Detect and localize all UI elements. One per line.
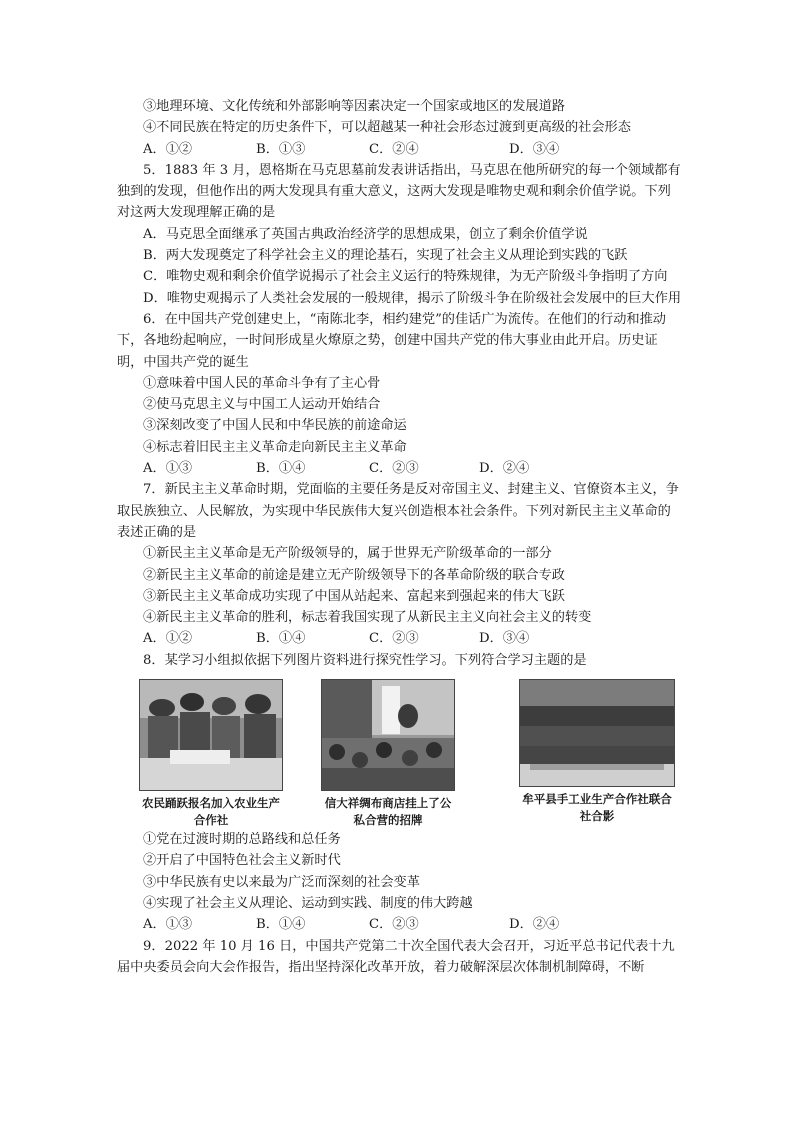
q7-option-b: B．①④ xyxy=(256,631,306,647)
q4-option-d: D．③④ xyxy=(509,141,560,157)
photo-farmers-graphic xyxy=(140,680,282,790)
q5-option-d: D．唯物史观揭示了人类社会发展的一般规律，揭示了阶级斗争在阶级社会发展中的巨大作用 xyxy=(143,290,682,306)
caption-shop: 信大祥绸布商店挂上了公私合营的招牌 xyxy=(324,796,452,828)
q6-item-2: ②使马克思主义与中国工人运动开始结合 xyxy=(143,397,381,413)
exam-page xyxy=(117,96,683,978)
caption-cooperative: 牟平县手工业生产合作社联合社合影 xyxy=(522,792,672,824)
q7-stem: 7．新民主主义革命时期，党面临的主要任务是反对帝国主义、封建主义、官僚资本主义，争取民族独立、人民解放，为实现中华民族伟大复兴创造根本社会条件。下列对新民主主义革命的表述正确的是 xyxy=(117,482,679,540)
q8-option-b: B．①④ xyxy=(256,917,306,933)
q8-figures xyxy=(117,679,683,829)
q8-options xyxy=(117,914,683,935)
q7-item-2: ②新民主主义革命的前途是建立无产阶级领导下的各革命阶级的联合专政 xyxy=(143,567,565,583)
photo-farmers-signing-up xyxy=(139,679,283,791)
q5-option-b: B．两大发现奠定了科学社会主义的理论基石，实现了社会主义从理论到实践的飞跃 xyxy=(143,248,628,264)
q8-option-a: A．①③ xyxy=(143,917,193,933)
q8-item-4: ④实现了社会主义从理论、运动到实践、制度的伟大跨越 xyxy=(143,895,473,911)
q7-option-a: A．①② xyxy=(143,631,193,647)
q6-options xyxy=(117,458,683,479)
q7-item-4: ④新民主主义革命的胜利，标志着我国实现了从新民主主义向社会主义的转变 xyxy=(143,610,592,626)
q6-option-c: C．②③ xyxy=(369,461,419,477)
photo-shop-graphic xyxy=(322,680,454,790)
q4-option-c: C．②④ xyxy=(369,141,419,157)
q7-item-3: ③新民主主义革命成功实现了中国从站起来、富起来到强起来的伟大飞跃 xyxy=(143,588,565,604)
figure-shop xyxy=(321,679,455,829)
photo-cooperative-group xyxy=(519,679,675,787)
figure-cooperative xyxy=(519,679,675,825)
q6-item-1: ①意味着中国人民的革命斗争有了主心骨 xyxy=(143,375,381,391)
q8-item-3: ③中华民族有史以来最为广泛而深刻的社会变革 xyxy=(143,874,420,890)
q7-options xyxy=(117,628,683,649)
figure-farmers xyxy=(139,679,283,829)
q5-option-a: A．马克思全面继承了英国古典政治经济学的思想成果，创立了剩余价值学说 xyxy=(143,226,588,242)
q5-option-c: C．唯物史观和剩余价值学说揭示了社会主义运行的特殊规律，为无产阶级斗争指明了方向 xyxy=(143,269,668,285)
q6-item-3: ③深刻改变了中国人民和中华民族的前途命运 xyxy=(143,418,407,434)
q8-option-d: D．②④ xyxy=(509,917,560,933)
q4-option-a: A．①② xyxy=(143,141,193,157)
q7-option-c: C．②③ xyxy=(369,631,419,647)
q9-stem: 9．2022 年 10 月 16 日，中国共产党第二十次全国代表大会召开，习近平总书记代表十九届中央委员会向大会作报告，指出坚持深化改革开放，着力破解深层次体制机制障碍，不断 xyxy=(117,938,675,975)
q8-stem: 8．某学习小组拟依据下列图片资料进行探究性学习。下列符合学习主题的是 xyxy=(143,652,587,668)
q4-options xyxy=(117,139,683,160)
q6-option-a: A．①③ xyxy=(143,461,193,477)
q6-option-d: D．②④ xyxy=(479,461,530,477)
q8-item-2: ②开启了中国特色社会主义新时代 xyxy=(143,853,341,869)
q7-option-d: D．③④ xyxy=(479,631,530,647)
q6-item-4: ④标志着旧民主主义革命走向新民主主义革命 xyxy=(143,439,407,455)
q7-item-1: ①新民主主义革命是无产阶级领导的，属于世界无产阶级革命的一部分 xyxy=(143,546,552,562)
q8-option-c: C．②③ xyxy=(369,917,419,933)
photo-shop-signboard xyxy=(321,679,455,791)
q8-item-1: ①党在过渡时期的总路线和总任务 xyxy=(143,832,341,848)
q5-stem: 5．1883 年 3 月，恩格斯在马克思墓前发表讲话指出，马克思在他所研究的每一个领域都有独到的发现，但他作出的两大发现具有重大意义，这两大发现是唯物史观和剩余价值学说。下列对这两大发现理解正确的是 xyxy=(117,162,681,221)
q6-option-b: B．①④ xyxy=(256,461,306,477)
q4-item-3: ③地理环境、文化传统和外部影响等因素决定一个国家或地区的发展道路 xyxy=(143,99,565,114)
q6-stem: 6．在中国共产党创建史上，“南陈北李，相约建党”的佳话广为流传。在他们的行动和推动下，各地纷起响应，一时间形成星火燎原之势，创建中国共产党的伟大事业由此开启。历史证明，中国共产党的诞生 xyxy=(117,311,666,370)
photo-cooperative-graphic xyxy=(520,680,674,786)
caption-farmers: 农民踊跃报名加入农业生产合作社 xyxy=(142,796,280,828)
q4-item-4: ④不同民族在特定的历史条件下，可以超越某一种社会形态过渡到更高级的社会形态 xyxy=(143,120,631,136)
q4-option-b: B．①③ xyxy=(256,141,306,157)
